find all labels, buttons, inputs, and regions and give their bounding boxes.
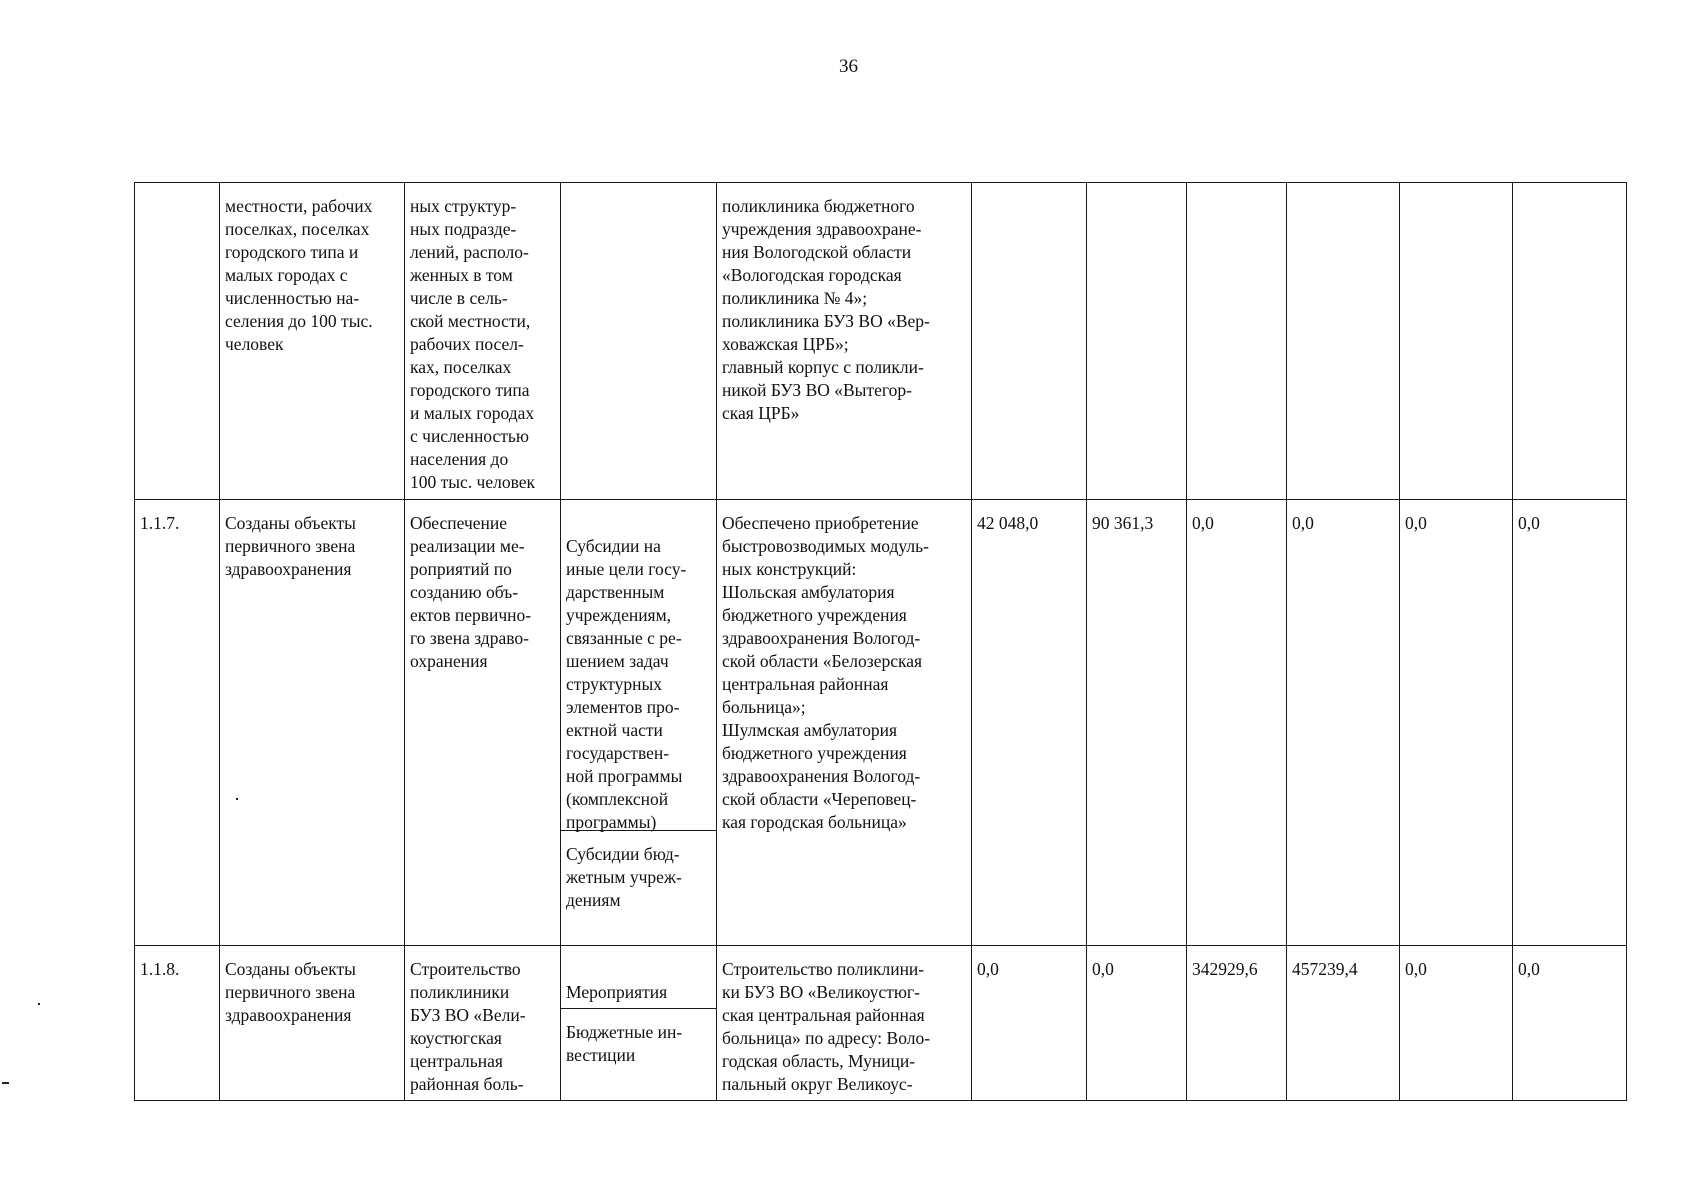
value-cell	[972, 183, 1087, 500]
page-number: 36	[839, 56, 858, 77]
value-cell	[1287, 183, 1400, 500]
table-row	[135, 183, 1627, 500]
value-cell: 0,0	[1400, 500, 1513, 946]
value-cell: 90 361,3	[1087, 500, 1187, 946]
description-cell: Строительство поликлини- ки БУЗ ВО «Великоустюг- ская центральная районная больница» по адресу: Воло- годская область, Муници- пальный округ Великоус-	[717, 946, 972, 1101]
measure-cell: Обеспечение реализации ме- роприятий по созданию объ- ектов первично- го звена здраво- охранения	[405, 500, 561, 946]
result-cell: местности, рабочих поселках, поселках городского типа и малых городах с численностью на- селения до 100 тыс. человек	[220, 183, 405, 500]
row-number-cell: 1.1.7.	[135, 500, 220, 946]
row-number-cell: 1.1.8.	[135, 946, 220, 1101]
value-cell	[1187, 183, 1287, 500]
value-cell: 0,0	[1513, 500, 1627, 946]
value-cell	[1400, 183, 1513, 500]
value-cell: 0,0	[1400, 946, 1513, 1101]
result-cell: Созданы объекты первичного звена здравоохранения	[220, 500, 405, 946]
value-cell: 42 048,0	[972, 500, 1087, 946]
value-cell: 0,0	[1513, 946, 1627, 1101]
table-row	[135, 500, 1627, 946]
value-cell: 0,0	[1287, 500, 1400, 946]
funding-type-cell	[561, 500, 717, 946]
value-cell	[1513, 183, 1627, 500]
value-cell: 0,0	[1187, 500, 1287, 946]
funding-type-investments: Бюджетные ин- вестиции	[566, 1022, 683, 1065]
value-cell: 457239,4	[1287, 946, 1400, 1101]
measure-cell: Строительство поликлиники БУЗ ВО «Вели- коустюгская центральная районная боль-	[405, 946, 561, 1101]
value-cell: 342929,6	[1187, 946, 1287, 1101]
funding-type-subsidies-budget: Субсидии бюд- жетным учреж- дениям	[566, 844, 682, 910]
measure-cell: ных структур- ных подразде- лений, располо- женных в том числе в сель- ской местности, рабочих посел- ках, поселках городского типа и малых городах с численностью населения до 100 тыс. человек	[405, 183, 561, 500]
scan-artifact	[2, 1082, 9, 1084]
value-cell: 0,0	[972, 946, 1087, 1101]
funding-type-measures: Мероприятия	[561, 969, 716, 1009]
description-cell: Обеспечено приобретение быстровозводимых модуль- ных конструкций: Шольская амбулатория бюджетного учреждения здравоохранения Вологод- ской области «Белозерская центральная районная больница»; Шулмская амбулатория бюджетного учреждения здравоохранения Вологод- ской области «Череповец- кая городская больница»	[717, 500, 972, 946]
description-cell: поликлиника бюджетного учреждения здравоохране- ния Вологодской области «Вологодская городская поликлиника № 4»; поликлиника БУЗ ВО «Вер- ховажская ЦРБ»; главный корпус с поликли- никой БУЗ ВО «Вытегор- ская ЦРБ»	[717, 183, 972, 500]
value-cell	[1087, 183, 1187, 500]
program-measures-table	[134, 182, 1627, 1101]
funding-type-cell	[561, 946, 717, 1101]
value-cell: 0,0	[1087, 946, 1187, 1101]
result-cell: Созданы объекты первичного звена здравоохранения	[220, 946, 405, 1101]
funding-type-cell	[561, 183, 717, 500]
row-number-cell	[135, 183, 220, 500]
scan-artifact	[38, 1003, 40, 1005]
table-row	[135, 946, 1627, 1101]
funding-type-subsidies-other: Субсидии на иные цели госу- дарственным учреждениям, связанные с ре- шением задач структурных элементов про- ектной части государствен- ной программы (комплексной программы)	[561, 523, 716, 831]
